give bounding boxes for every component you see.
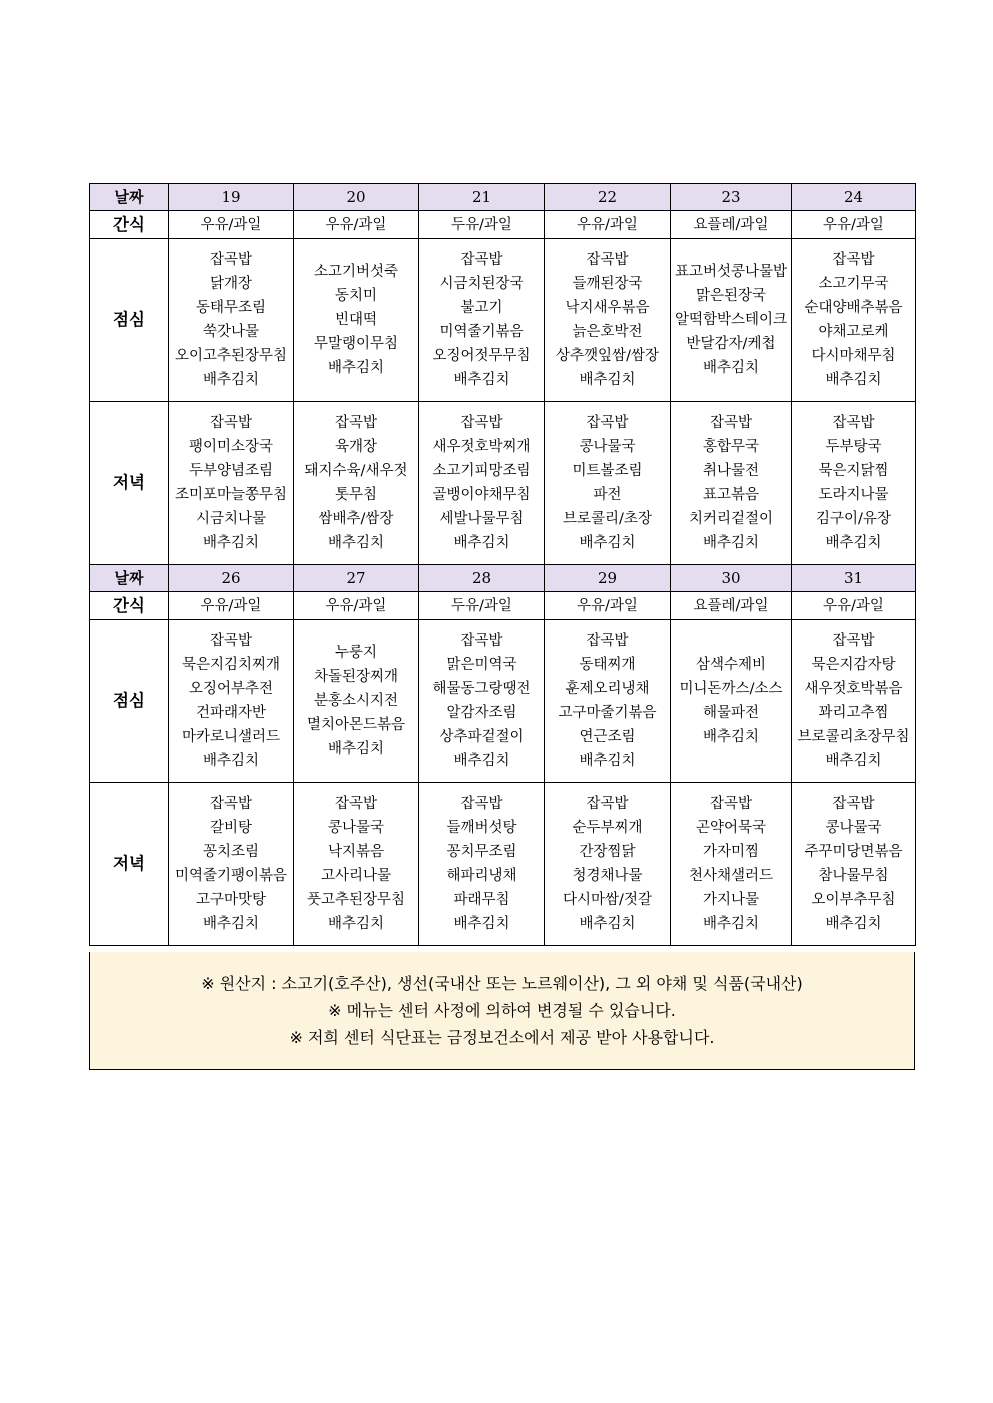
dish-item: 배추김치: [702, 916, 760, 932]
dish-item: 소고기무국: [818, 276, 889, 292]
dish-item: 잡곡밥: [832, 415, 875, 431]
dish-item: 브로콜리/초장: [563, 511, 652, 527]
dish-item: 동태무조림: [195, 300, 267, 316]
notice-origin: ※ 원산지 : 소고기(호주산), 생선(국내산 또는 노르웨이산), 그 외 야채 및 식품(국내산): [201, 974, 803, 993]
dish-item: 배추김치: [579, 372, 636, 388]
dish-item: 배추김치: [453, 535, 510, 551]
dish-item: 배추김치: [702, 360, 760, 376]
lunch-cell: [294, 620, 419, 783]
dinner-cell: [419, 783, 545, 946]
dish-item: 닭개장: [209, 276, 253, 292]
week-1-dinner-row: [90, 402, 916, 565]
dish-item: 배추김치: [825, 535, 882, 551]
dish-item: 잡곡밥: [832, 796, 875, 812]
dish-item: 다시마채무침: [811, 348, 896, 364]
dish-item: 묵은지김치찌개: [181, 657, 281, 673]
dish-item: 배추김치: [202, 753, 260, 769]
snack-cell: 두유/과일: [419, 592, 545, 620]
dish-item: 세발나물무침: [439, 511, 524, 527]
dish-item: 쌈배추/쌈장: [318, 511, 394, 527]
row-label-dinner: 저녁: [90, 783, 169, 946]
dish-item: 잡곡밥: [586, 252, 629, 268]
snack-cell: 우유/과일: [545, 592, 671, 620]
lunch-cell: [671, 620, 792, 783]
dish-item: 상추파겉절이: [439, 729, 524, 745]
dish-item: 배추김치: [327, 360, 385, 376]
lunch-cell: [545, 620, 671, 783]
dish-item: 배추김치: [327, 916, 385, 932]
dish-item: 간장찜닭: [579, 844, 636, 860]
dish-item: 육개장: [334, 439, 378, 455]
dish-item: 잡곡밥: [709, 796, 753, 812]
dish-item: 불고기: [460, 300, 503, 316]
row-label-snack: 간식: [90, 211, 169, 239]
dish-item: 들깨된장국: [572, 276, 643, 292]
dish-item: 미트볼조림: [572, 463, 643, 479]
dish-item: 배추김치: [579, 916, 636, 932]
dish-item: 오징어부추전: [188, 681, 274, 697]
dish-item: 배추김치: [825, 916, 882, 932]
row-label-lunch: 점심: [90, 239, 169, 402]
dish-item: 잡곡밥: [460, 796, 503, 812]
week-2-snack-row: [90, 592, 916, 620]
dish-item: 마카로니샐러드: [181, 729, 281, 745]
lunch-cell: [169, 620, 294, 783]
lunch-cell: [545, 239, 671, 402]
dish-item: 배추김치: [327, 535, 385, 551]
dish-item: 잡곡밥: [709, 415, 753, 431]
dish-item: 홍합무국: [702, 439, 760, 455]
dish-item: 잡곡밥: [832, 633, 875, 649]
date-cell: 21: [419, 184, 545, 211]
week-1-snack-row: [90, 211, 916, 239]
dish-item: 새우젓호박볶음: [804, 681, 903, 697]
week-1-date-row: [90, 184, 916, 211]
dish-item: 팽이미소장국: [188, 439, 274, 455]
dish-item: 배추김치: [702, 535, 760, 551]
dish-item: 잡곡밥: [460, 415, 503, 431]
snack-cell: 요플레/과일: [671, 211, 792, 239]
row-label-date: 날짜: [90, 565, 169, 592]
dish-item: 잡곡밥: [209, 415, 253, 431]
dish-item: 소고기피망조림: [432, 463, 531, 479]
date-cell: 26: [169, 565, 294, 592]
dish-item: 누룽지: [334, 645, 378, 661]
lunch-cell: [792, 239, 916, 402]
dish-item: 잡곡밥: [334, 796, 378, 812]
snack-cell: 우유/과일: [294, 211, 419, 239]
dish-item: 잡곡밥: [460, 252, 503, 268]
dish-item: 꽁치조림: [202, 844, 260, 860]
dinner-cell: [545, 402, 671, 565]
row-label-dinner: 저녁: [90, 402, 169, 565]
dish-item: 늙은호박전: [572, 324, 643, 340]
dish-item: 낙지볶음: [327, 844, 385, 860]
dish-item: 낙지새우볶음: [565, 300, 650, 316]
dish-item: 쑥갓나물: [202, 324, 260, 340]
dish-item: 연근조림: [579, 729, 636, 745]
dish-item: 청경채나물: [572, 868, 643, 884]
dish-item: 김구이/유장: [816, 511, 891, 527]
week-1-lunch-row: [90, 239, 916, 402]
dish-item: 파래무침: [453, 892, 510, 908]
date-cell: 19: [169, 184, 294, 211]
dish-item: 새우젓호박찌개: [432, 439, 531, 455]
dish-item: 잡곡밥: [209, 633, 253, 649]
snack-cell: 우유/과일: [169, 592, 294, 620]
dish-item: 맑은된장국: [695, 288, 767, 304]
dish-item: 곤약어묵국: [695, 820, 767, 836]
snack-cell: 우유/과일: [294, 592, 419, 620]
date-cell: 31: [792, 565, 916, 592]
dish-item: 건파래자반: [195, 705, 267, 721]
dinner-cell: [169, 402, 294, 565]
dish-item: 배추김치: [453, 753, 510, 769]
dish-item: 잡곡밥: [209, 252, 253, 268]
dish-item: 잡곡밥: [832, 252, 875, 268]
dish-item: 표고버섯콩나물밥: [674, 264, 788, 280]
dish-item: 톳무침: [334, 487, 378, 503]
dish-item: 동치미: [334, 288, 378, 304]
dish-item: 해물파전: [702, 705, 760, 721]
dish-item: 배추김치: [327, 741, 385, 757]
dish-item: 고구마줄기볶음: [558, 705, 657, 721]
notice-source: ※ 저희 센터 식단표는 금정보건소에서 제공 받아 사용합니다.: [289, 1028, 715, 1047]
dinner-cell: [419, 402, 545, 565]
dish-item: 삼색수제비: [695, 657, 767, 673]
dinner-cell: [545, 783, 671, 946]
snack-cell: 요플레/과일: [671, 592, 792, 620]
dish-item: 상추깻잎쌈/쌈장: [556, 348, 659, 364]
dish-item: 반달감자/케첩: [686, 336, 776, 352]
dish-item: 미역줄기볶음: [439, 324, 524, 340]
dish-item: 잡곡밥: [586, 415, 629, 431]
dish-item: 미니돈까스/소스: [679, 681, 783, 697]
dish-item: 표고볶음: [702, 487, 760, 503]
dish-item: 잡곡밥: [334, 415, 378, 431]
dish-item: 분홍소시지전: [313, 693, 399, 709]
row-label-date: 날짜: [90, 184, 169, 211]
dish-item: 천사채샐러드: [688, 868, 774, 884]
dish-item: 배추김치: [702, 729, 760, 745]
dinner-cell: [671, 783, 792, 946]
dish-item: 훈제오리냉채: [565, 681, 650, 697]
dish-item: 오이고추된장무침: [174, 348, 288, 364]
snack-cell: 우유/과일: [792, 592, 916, 620]
dish-item: 콩나물국: [327, 820, 385, 836]
row-label-lunch: 점심: [90, 620, 169, 783]
dish-item: 순대양배추볶음: [804, 300, 903, 316]
dish-item: 무말랭이무침: [313, 336, 399, 352]
dish-item: 취나물전: [702, 463, 760, 479]
week-2-dinner-row: [90, 783, 916, 946]
dish-item: 오이부추무침: [811, 892, 896, 908]
week-2-lunch-row: [90, 620, 916, 783]
snack-cell: 우유/과일: [545, 211, 671, 239]
dish-item: 묵은지감자탕: [811, 657, 896, 673]
dish-item: 꽈리고추찜: [818, 705, 889, 721]
notice-box: [89, 952, 915, 1070]
snack-cell: 우유/과일: [792, 211, 916, 239]
snack-cell: 우유/과일: [169, 211, 294, 239]
date-cell: 30: [671, 565, 792, 592]
dish-item: 가자미찜: [702, 844, 760, 860]
dish-item: 조미포마늘쫑무침: [174, 487, 288, 503]
dish-item: 콩나물국: [579, 439, 636, 455]
notice-menu-change: ※ 메뉴는 센터 사정에 의하여 변경될 수 있습니다.: [328, 1001, 676, 1020]
dinner-cell: [294, 402, 419, 565]
dish-item: 배추김치: [453, 372, 510, 388]
dish-item: 멸치아몬드볶음: [306, 717, 406, 733]
lunch-cell: [419, 620, 545, 783]
dish-item: 배추김치: [579, 535, 636, 551]
date-cell: 24: [792, 184, 916, 211]
dish-item: 미역줄기팽이볶음: [174, 868, 288, 884]
dinner-cell: [169, 783, 294, 946]
dinner-cell: [792, 402, 916, 565]
dish-item: 꽁치무조림: [446, 844, 517, 860]
dish-item: 잡곡밥: [586, 633, 629, 649]
dish-item: 잡곡밥: [460, 633, 503, 649]
dish-item: 알떡함박스테이크: [674, 312, 788, 328]
dish-item: 배추김치: [825, 753, 882, 769]
dish-item: 치커리겉절이: [688, 511, 774, 527]
dish-item: 갈비탕: [209, 820, 253, 836]
dish-item: 브로콜리초장무침: [797, 729, 910, 745]
dish-item: 파전: [593, 487, 622, 503]
dish-item: 콩나물국: [825, 820, 882, 836]
dish-item: 배추김치: [453, 916, 510, 932]
dish-item: 고사리나물: [320, 868, 392, 884]
lunch-cell: [419, 239, 545, 402]
snack-cell: 두유/과일: [419, 211, 545, 239]
dish-item: 오징어젓무무침: [432, 348, 531, 364]
dish-item: 시금치된장국: [439, 276, 524, 292]
dish-item: 해물동그랑땡전: [432, 681, 531, 697]
lunch-cell: [294, 239, 419, 402]
dish-item: 배추김치: [825, 372, 882, 388]
dish-item: 시금치나물: [195, 511, 267, 527]
dish-item: 순두부찌개: [572, 820, 643, 836]
dish-item: 잡곡밥: [586, 796, 629, 812]
dinner-cell: [671, 402, 792, 565]
date-cell: 29: [545, 565, 671, 592]
dish-item: 야채고로케: [818, 324, 889, 340]
dish-item: 빈대떡: [334, 312, 378, 328]
date-cell: 20: [294, 184, 419, 211]
date-cell: 27: [294, 565, 419, 592]
meal-menu-table: [89, 183, 916, 946]
dinner-cell: [792, 783, 916, 946]
dish-item: 잡곡밥: [209, 796, 253, 812]
dish-item: 가지나물: [702, 892, 760, 908]
dish-item: 맑은미역국: [446, 657, 517, 673]
dish-item: 참나물무침: [818, 868, 889, 884]
dish-item: 다시마쌈/젓갈: [563, 892, 652, 908]
week-2-date-row: [90, 565, 916, 592]
dish-item: 묵은지닭찜: [818, 463, 889, 479]
dish-item: 동태찌개: [579, 657, 636, 673]
dish-item: 배추김치: [579, 753, 636, 769]
dish-item: 소고기버섯죽: [313, 264, 399, 280]
date-cell: 23: [671, 184, 792, 211]
dish-item: 두부탕국: [825, 439, 882, 455]
dish-item: 들깨버섯탕: [446, 820, 517, 836]
dish-item: 차돌된장찌개: [313, 669, 399, 685]
dinner-cell: [294, 783, 419, 946]
dish-item: 고구마맛탕: [195, 892, 267, 908]
dish-item: 두부양념조림: [188, 463, 274, 479]
dish-item: 돼지수육/새우젓: [304, 463, 408, 479]
dish-item: 배추김치: [202, 372, 260, 388]
lunch-cell: [671, 239, 792, 402]
dish-item: 배추김치: [202, 535, 260, 551]
dish-item: 골뱅이야채무침: [432, 487, 531, 503]
lunch-cell: [169, 239, 294, 402]
dish-item: 배추김치: [202, 916, 260, 932]
dish-item: 풋고추된장무침: [306, 892, 406, 908]
dish-item: 주꾸미당면볶음: [804, 844, 903, 860]
row-label-snack: 간식: [90, 592, 169, 620]
dish-item: 알감자조림: [446, 705, 517, 721]
date-cell: 22: [545, 184, 671, 211]
lunch-cell: [792, 620, 916, 783]
date-cell: 28: [419, 565, 545, 592]
dish-item: 해파리냉채: [446, 868, 517, 884]
dish-item: 도라지나물: [818, 487, 889, 503]
